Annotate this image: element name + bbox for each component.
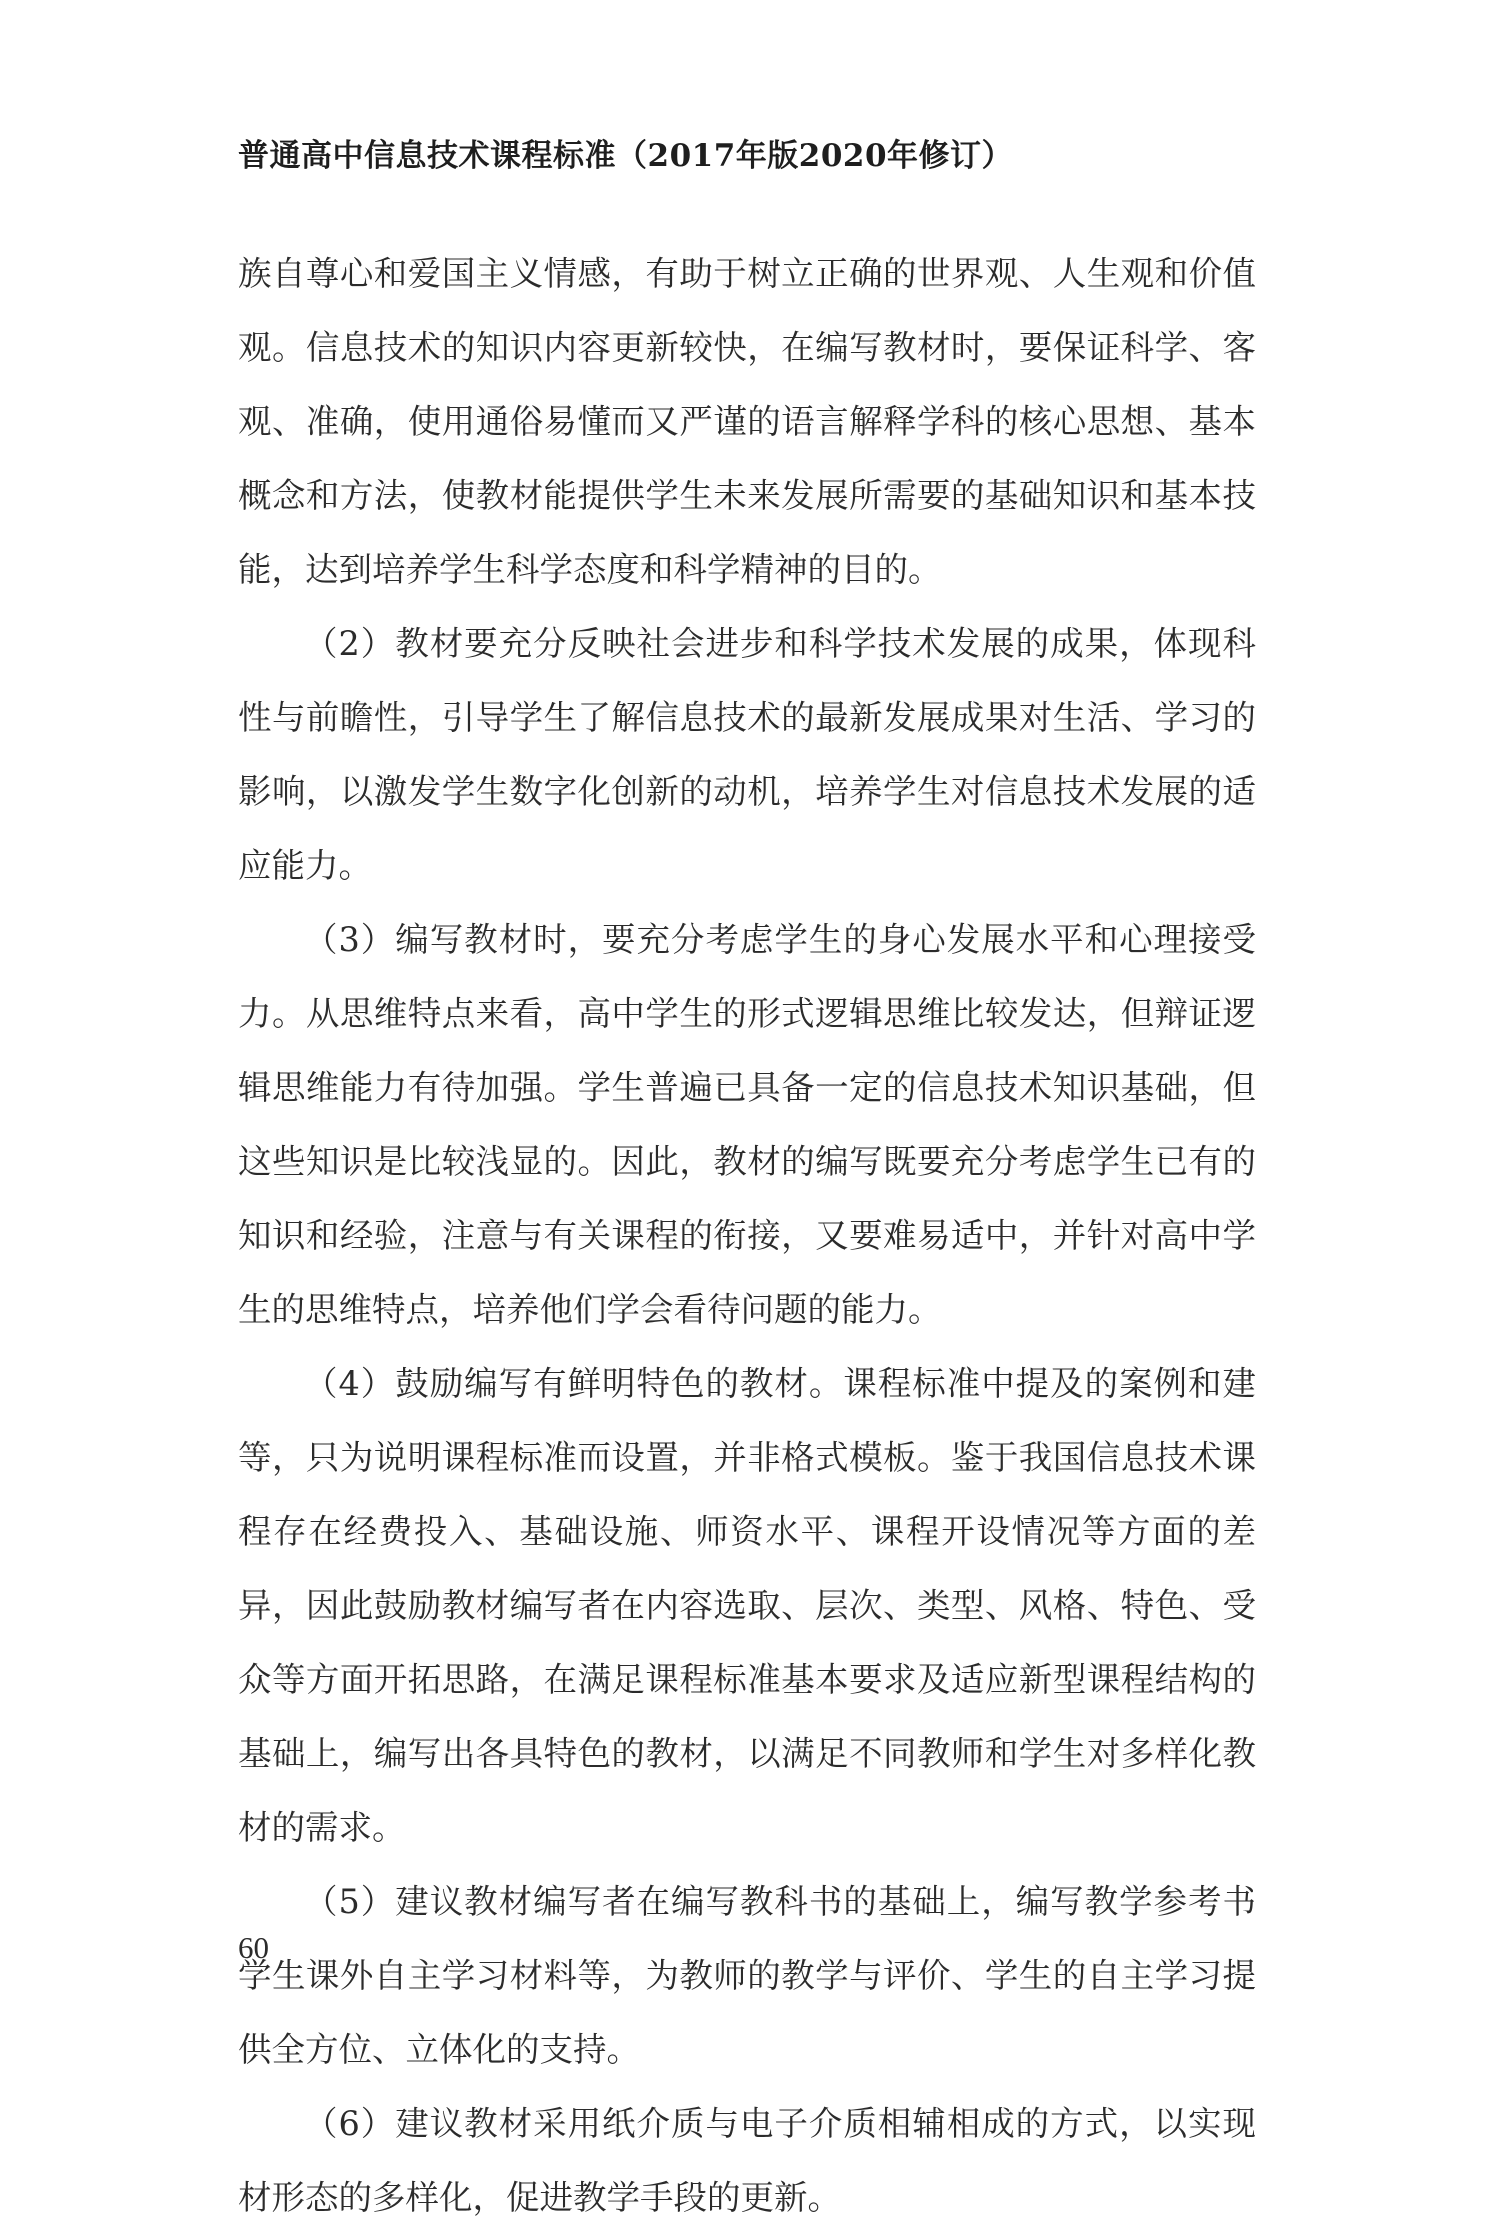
text-line: 学生课外自主学习材料等，为教师的教学与评价、学生的自主学习提	[238, 1956, 1256, 1995]
text-line: 基础上，编写出各具特色的教材，以满足不同教师和学生对多样化教	[238, 1734, 1256, 1773]
text-line: 供全方位、立体化的支持。	[238, 2030, 640, 2069]
text-line: 知识和经验，注意与有关课程的衔接，又要难易适中，并针对高中学	[238, 1216, 1256, 1255]
running-header: 普通高中信息技术课程标准（2017年版2020年修订）	[238, 138, 1014, 174]
text-line: 众等方面开拓思路，在满足课程标准基本要求及适应新型课程结构的	[238, 1660, 1256, 1699]
text-line: 辑思维能力有待加强。学生普遍已具备一定的信息技术知识基础，但	[238, 1068, 1256, 1107]
text-line: 观。信息技术的知识内容更新较快，在编写教材时，要保证科学、客	[238, 328, 1256, 367]
text-line: 力。从思维特点来看，高中学生的形式逻辑思维比较发达，但辩证逻	[238, 994, 1256, 1033]
text-line: 异，因此鼓励教材编写者在内容选取、层次、类型、风格、特色、受	[238, 1586, 1256, 1625]
text-line: 这些知识是比较浅显的。因此，教材的编写既要充分考虑学生已有的	[238, 1142, 1256, 1181]
text-line: 材的需求。	[238, 1808, 406, 1847]
page-number: 60	[238, 1930, 269, 1965]
text-line: 族自尊心和爱国主义情感，有助于树立正确的世界观、人生观和价值	[238, 254, 1256, 293]
text-line: 概念和方法，使教材能提供学生未来发展所需要的基础知识和基本技	[238, 476, 1256, 515]
text-line: 等，只为说明课程标准而设置，并非格式模板。鉴于我国信息技术课	[238, 1438, 1256, 1477]
text-line: 生的思维特点，培养他们学会看待问题的能力。	[238, 1290, 942, 1329]
text-line: 能，达到培养学生科学态度和科学精神的目的。	[238, 550, 942, 589]
paragraph-first-line: （5）建议教材编写者在编写教科书的基础上，编写教学参考书	[304, 1882, 1256, 1921]
text-line: 观、准确，使用通俗易懂而又严谨的语言解释学科的核心思想、基本	[238, 402, 1256, 441]
paragraph-first-line: （6）建议教材采用纸介质与电子介质相辅相成的方式，以实现	[304, 2104, 1256, 2143]
text-line: 应能力。	[238, 846, 372, 885]
body-text	[238, 237, 1256, 2235]
text-line: 程存在经费投入、基础设施、师资水平、课程开设情况等方面的差	[238, 1512, 1256, 1551]
text-line: 材形态的多样化，促进教学手段的更新。	[238, 2178, 841, 2217]
text-line: 性与前瞻性，引导学生了解信息技术的最新发展成果对生活、学习的	[238, 698, 1256, 737]
text-line: 影响，以激发学生数字化创新的动机，培养学生对信息技术发展的适	[238, 772, 1256, 811]
paragraph-first-line: （2）教材要充分反映社会进步和科学技术发展的成果，体现科	[304, 624, 1256, 663]
paragraph-first-line: （4）鼓励编写有鲜明特色的教材。课程标准中提及的案例和建	[304, 1364, 1256, 1403]
paragraph-first-line: （3）编写教材时，要充分考虑学生的身心发展水平和心理接受	[304, 920, 1256, 959]
